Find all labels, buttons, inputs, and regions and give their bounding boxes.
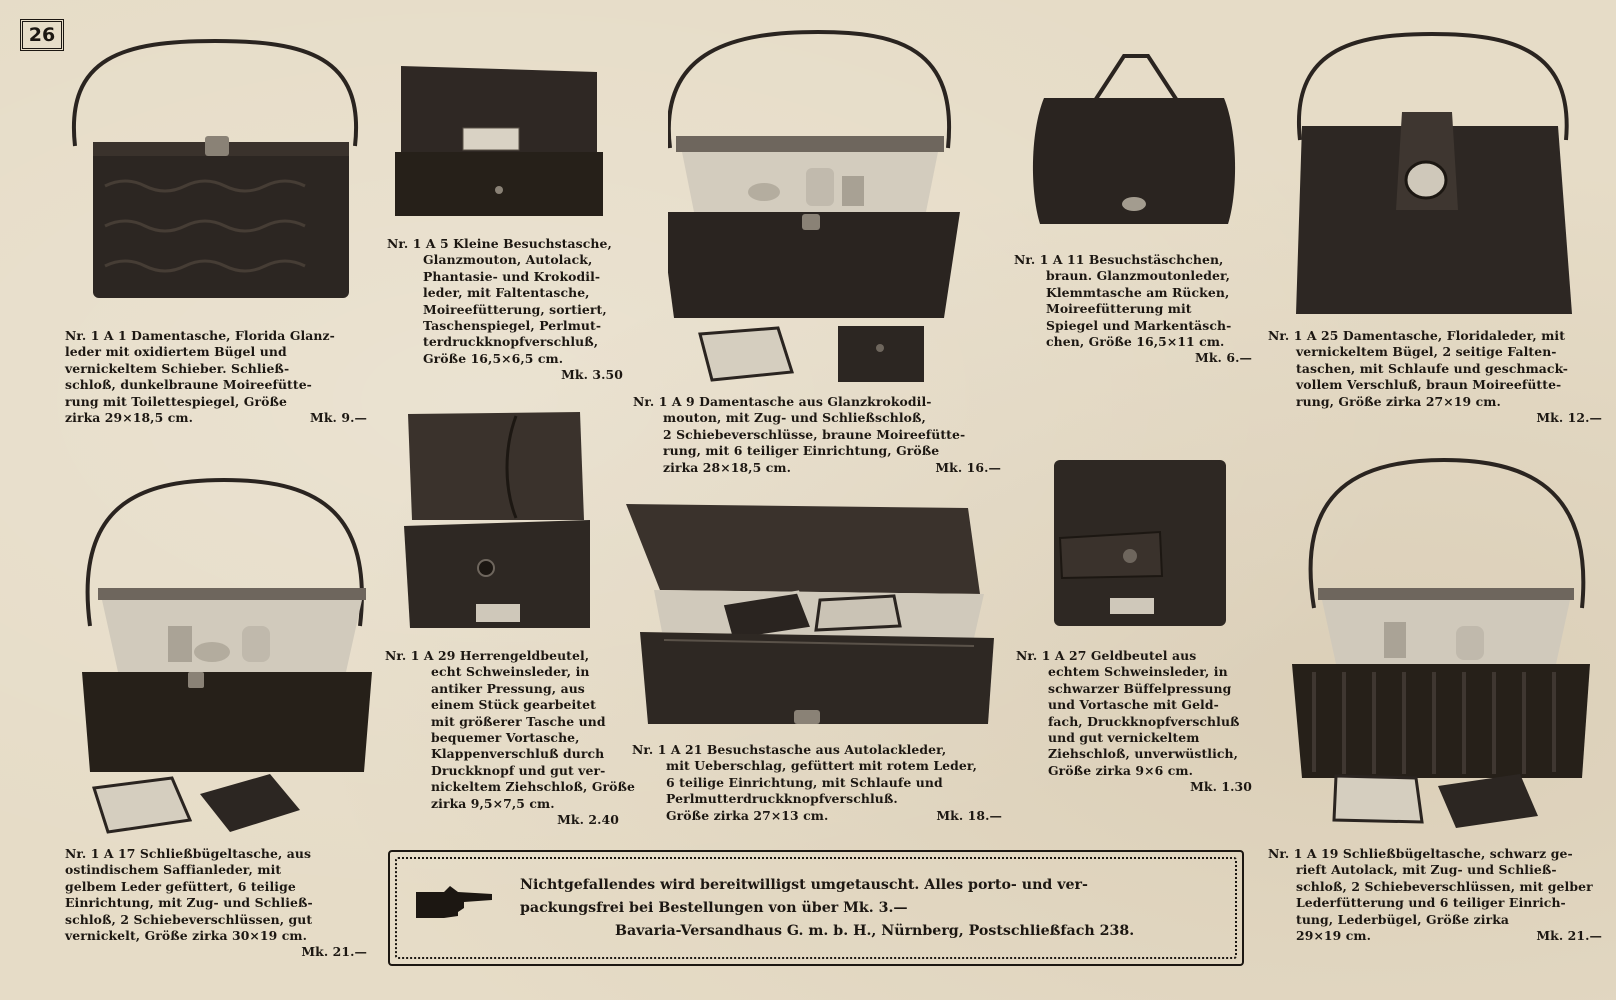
caption-size: Größe zirka 27×13 cm. [666,807,829,823]
caption-line: Nr. 1 A 1 Damentasche, Florida Glanz- [65,328,335,343]
caption-line: mouton, mit Zug- und Schließschloß, [663,410,926,426]
caption-line: vernickeltem Schieber. Schließ- [65,360,290,376]
price: Mk. 3.50 [561,367,623,383]
caption-line: Nr. 1 A 17 Schließbügeltasche, aus [65,846,312,861]
caption-line: und gut vernickeltem [1048,730,1200,746]
caption-line: antiker Pressung, aus [431,680,585,696]
caption-1a25 [1268,328,1602,426]
caption-line: Nr. 1 A 21 Besuchstasche aus Autolackleder, [632,742,947,757]
price: Mk. 9.— [310,410,367,426]
caption-line: schloß, 2 Schiebeverschlüssen, gut [65,911,313,927]
price: Mk. 6.— [1195,350,1252,366]
caption-line: echt Schweinsleder, in [431,664,590,680]
exchange-notice-box [388,850,1244,966]
price: Mk. 2.40 [557,812,619,828]
caption-line: braun. Glanzmoutonleder, [1046,268,1231,284]
handbag-image-1a21 [624,500,998,728]
caption-line: 2 Schiebeverschlüsse, braune Moireefütte- [663,426,966,442]
caption-line: chen, Größe 16,5×11 cm. [1046,334,1225,350]
wallet-image-1a27 [1050,458,1230,628]
purse-image-1a19 [1436,772,1540,830]
caption-1a17 [65,846,367,961]
caption-line: Einrichtung, mit Zug- und Schließ- [65,895,313,911]
caption-line: Größe zirka 9×6 cm. [1048,762,1193,778]
caption-line: fach, Druckknopfverschluß [1048,713,1240,729]
caption-line: rung mit Toilettespiegel, Größe [65,393,287,409]
caption-1a29 [385,648,636,828]
caption-size: zirka 29×18,5 cm. [65,410,193,426]
caption-line: 6 teilige Einrichtung, mit Schlaufe und [666,774,943,790]
caption-line: Perlmutterdruckknopfverschluß. [666,791,898,807]
caption-line: zirka 9,5×7,5 cm. [431,795,555,811]
mirror-image-1a9 [698,326,794,382]
notice-line-1: Nichtgefallendes wird bereitwilligst umgetauscht. Alles porto- und ver- [520,877,1088,893]
caption-line: echtem Schweinsleder, in [1048,664,1228,680]
handbag-image-1a1 [65,36,365,306]
purse-image-1a9 [836,324,926,384]
caption-1a9 [633,394,1001,476]
handbag-image-1a5 [393,62,605,220]
caption-1a11 [1014,252,1252,367]
caption-line: und Vortasche mit Geld- [1048,697,1219,713]
mirror-image-1a19 [1332,774,1424,824]
caption-line: nickeltem Ziehschloß, Größe [431,779,636,795]
caption-line: rung, mit 6 teiliger Einrichtung, Größe [663,443,940,459]
caption-line: Nr. 1 A 19 Schließbügeltasche, schwarz ge- [1268,846,1573,861]
handbag-image-1a19 [1284,456,1594,780]
caption-line: Taschenspiegel, Perlmut- [423,318,602,334]
caption-1a5 [387,236,623,384]
caption-line: Moireefütterung, sortiert, [423,301,607,317]
caption-line: Ziehschloß, unverwüstlich, [1048,746,1239,762]
caption-line: rung, Größe zirka 27×19 cm. [1296,393,1501,409]
caption-line: Glanzmouton, Autolack, [423,252,593,268]
price: Mk. 18.— [936,807,1002,823]
caption-line: taschen, mit Schlaufe und geschmack- [1296,360,1569,376]
caption-line: Nr. 1 A 25 Damentasche, Floridaleder, mit [1268,328,1566,343]
caption-line: Größe 16,5×6,5 cm. [423,350,564,366]
price: Mk. 16.— [935,459,1001,475]
caption-line: mit größerer Tasche und [431,713,606,729]
price: Mk. 21.— [301,944,367,960]
caption-line: vernickeltem Bügel, 2 seitige Falten- [1296,344,1557,360]
caption-line: leder, mit Faltentasche, [423,285,590,301]
mirror-image-1a17 [92,776,192,834]
caption-line: schwarzer Büffelpressung [1048,680,1232,696]
handbag-image-1a11 [1028,52,1240,230]
caption-line: Klemmtasche am Rücken, [1046,284,1230,300]
handbag-image-1a17 [78,476,376,774]
caption-1a19 [1268,846,1602,944]
purse-image-1a17 [198,772,302,834]
price: Mk. 21.— [1536,928,1602,944]
caption-line: mit Ueberschlag, gefüttert mit rotem Leder, [666,758,978,774]
caption-line: Moireefütterung mit [1046,301,1192,317]
caption-line: Nr. 1 A 5 Kleine Besuchstasche, [387,236,612,251]
caption-size: zirka 28×18,5 cm. [663,459,791,475]
pointing-hand-icon [414,882,494,922]
caption-line: vernickelt, Größe zirka 30×19 cm. [65,928,308,944]
caption-1a21 [632,742,1002,824]
caption-line: Druckknopf und gut ver- [431,762,606,778]
caption-line: terdruckknopfverschluß, [423,334,599,350]
caption-line: Nr. 1 A 9 Damentasche aus Glanzkrokodil- [633,394,932,409]
wallet-image-1a29 [404,408,590,632]
caption-line: ostindischem Saffianleder, mit [65,862,282,878]
caption-line: Nr. 1 A 11 Besuchstäschchen, [1014,252,1224,267]
caption-1a1 [65,328,367,426]
caption-line: leder mit oxidiertem Bügel und [65,344,287,360]
handbag-image-1a25 [1292,30,1574,320]
caption-line: schloß, 2 Schiebeverschlüssen, mit gelber [1296,878,1593,894]
notice-line-2: packungsfrei bei Bestellungen von über Mk. 3.— [520,900,908,916]
caption-line: rieft Autolack, mit Zug- und Schließ- [1296,862,1557,878]
caption-line: einem Stück gearbeitet [431,697,596,713]
caption-line: Phantasie- und Krokodil- [423,268,601,284]
caption-line: schloß, dunkelbraune Moireefütte- [65,377,312,393]
page-number: 26 [20,19,64,51]
caption-line: Spiegel und Markentäsch- [1046,317,1232,333]
price: Mk. 1.30 [1190,779,1252,795]
caption-line: Nr. 1 A 29 Herrengeldbeutel, [385,648,590,663]
handbag-image-1a9 [668,28,968,324]
caption-1a27 [1016,648,1252,796]
caption-size: 29×19 cm. [1296,928,1372,944]
notice-company-address: Bavaria-Versandhaus G. m. b. H., Nürnberg, Postschließfach 238. [615,923,1135,939]
caption-line: gelbem Leder gefüttert, 6 teilige [65,878,296,894]
caption-line: tung, Lederbügel, Größe zirka [1296,911,1510,927]
caption-line: Klappenverschluß durch [431,746,605,762]
caption-line: vollem Verschluß, braun Moireefütte- [1296,377,1562,393]
price: Mk. 12.— [1536,410,1602,426]
caption-line: Lederfütterung und 6 teiliger Einrich- [1296,895,1566,911]
caption-line: bequemer Vortasche, [431,730,580,746]
caption-line: Nr. 1 A 27 Geldbeutel aus [1016,648,1197,663]
